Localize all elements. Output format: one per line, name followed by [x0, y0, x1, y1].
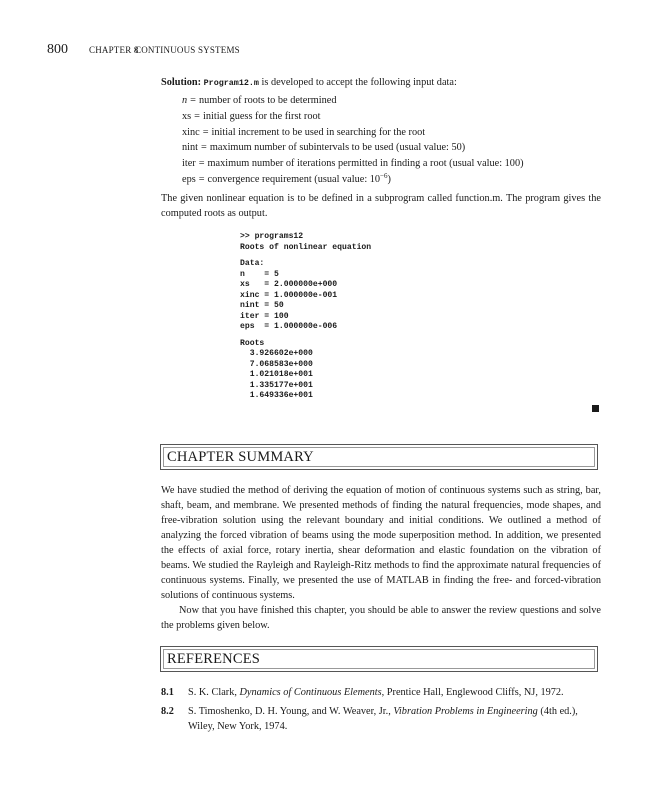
variable-row: n = number of roots to be determined — [182, 95, 337, 106]
code-line: nint = 50 — [240, 301, 284, 310]
code-line: Roots of nonlinear equation — [240, 242, 372, 252]
variable-symbol: xs — [182, 110, 192, 122]
reference-list — [161, 685, 601, 738]
solution-intro-text: is developed to accept the following input data: — [261, 77, 457, 88]
code-line: >> programs12 — [240, 232, 304, 241]
program-description: The given nonlinear equation is to be defined in a subprogram called function.m. The program gives the computed roots as output. — [161, 193, 601, 219]
matlab-output — [240, 232, 540, 402]
code-line: iter = 100 — [240, 311, 289, 321]
reference-number: 8.1 — [161, 687, 174, 698]
solution-intro — [161, 75, 601, 91]
variable-exponent: −6 — [380, 171, 388, 180]
end-of-example-square-icon — [592, 405, 599, 412]
variable-symbol: n — [182, 95, 188, 106]
chapter-summary-heading-box — [160, 444, 598, 470]
variable-suffix: ) — [387, 173, 391, 185]
reference-publisher: (4th ed.), Wiley, New York, 1974. — [188, 706, 578, 732]
variable-description: initial guess for the first root — [202, 110, 321, 122]
code-line: eps = 1.000000e-006 — [240, 322, 338, 331]
variable-description: convergence requirement (usual value: 10 — [207, 173, 381, 185]
reference-publisher: Prentice Hall, Englewood Cliffs, NJ, 1972. — [386, 687, 564, 698]
code-line: 1.649336e+001 — [240, 391, 313, 400]
running-head — [47, 44, 605, 60]
variable-row: xs = initial guess for the first root — [182, 110, 321, 122]
references-heading: REFERENCES — [167, 651, 261, 667]
variable-row: iter = maximum number of iterations permitted in finding a root (usual value: 100) — [182, 158, 524, 170]
solution-label: Solution: — [161, 77, 202, 88]
input-variable-list — [182, 93, 602, 188]
code-line: n = 5 — [240, 269, 279, 279]
variable-description: number of roots to be determined — [198, 95, 337, 106]
variable-row: xinc = initial increment to be used in searching for the root — [182, 126, 426, 138]
page-number: 800 — [47, 42, 68, 57]
chapter-title: CONTINUOUS SYSTEMS — [135, 45, 240, 55]
summary-paragraph: Now that you have finished this chapter, you should be able to answer the review questions and solve the problems given below. — [161, 605, 601, 631]
variable-description: maximum number of iterations permitted in finding a root (usual value: 100) — [207, 158, 524, 170]
reference-item — [161, 685, 601, 700]
chapter-label: CHAPTER 8 — [89, 45, 139, 55]
variable-row: nint = maximum number of subintervals to be used (usual value: 50) — [182, 142, 466, 154]
variable-symbol: nint — [182, 142, 199, 154]
code-line: 1.021018e+001 — [240, 370, 313, 379]
code-line: 1.335177e+001 — [240, 380, 313, 390]
variable-description: maximum number of subintervals to be used (usual value: 50) — [209, 142, 466, 154]
reference-title: Vibration Problems in Engineering — [393, 706, 538, 717]
chapter-summary — [161, 483, 601, 633]
variable-row: eps = convergence requirement (usual value: $10^{-6}$) — [182, 171, 391, 185]
code-line: xs = 2.000000e+000 — [240, 280, 338, 289]
summary-paragraph: We have studied the method of deriving the equation of motion of continuous systems such as string, bar, shaft, beam, and membrane. We presented methods of finding the natural frequencies, mode shapes, and free-vibration solution using the relevant boundary and initial conditions. We outlined a method of analyzing the forced vibration of beams using the mode superposition method. In addition, we presented the effects of axial force, rotary inertia, shear deformation and elastic foundation on the vibration of beams. We studied the Rayleigh and Rayleigh-Ritz methods to find the approximate natural frequencies of continuous systems. Finally, we presented the use of MATLAB in finding the free- and forced-vibration solutions of continuous systems. — [161, 485, 601, 601]
variable-symbol: xinc — [182, 126, 200, 138]
reference-item — [161, 704, 601, 734]
references-heading-box — [160, 646, 598, 672]
code-line: 3.926602e+000 — [240, 349, 313, 358]
chapter-summary-heading: CHAPTER SUMMARY — [167, 449, 314, 465]
reference-number: 8.2 — [161, 706, 174, 717]
variable-symbol: iter — [182, 158, 196, 170]
program-name: Program12.m — [203, 78, 259, 88]
code-line: Roots — [240, 338, 265, 348]
variable-symbol: eps — [182, 173, 196, 185]
code-line: xinc = 1.000000e-001 — [240, 290, 338, 300]
code-line: Data: — [240, 259, 265, 268]
variable-description: initial increment to be used in searching for the root — [211, 126, 426, 138]
reference-title: Dynamics of Continuous Elements, — [239, 687, 385, 698]
reference-authors: S. K. Clark, — [188, 687, 237, 698]
code-line: 7.068583e+000 — [240, 359, 313, 369]
reference-authors: S. Timoshenko, D. H. Young, and W. Weaver, Jr., — [188, 706, 391, 717]
